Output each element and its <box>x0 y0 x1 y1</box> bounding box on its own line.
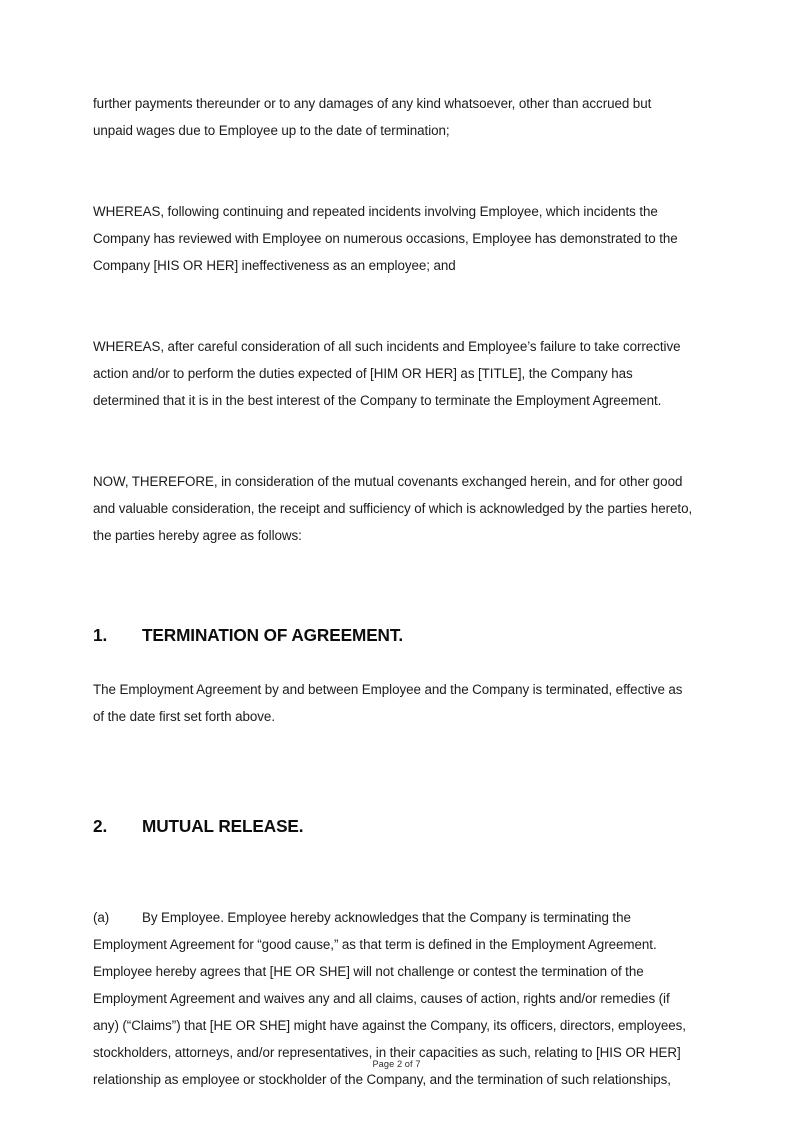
paragraph-whereas-incidents: WHEREAS, following continuing and repeated incidents involving Employee, which incidents the Company has reviewed with Employee on numerous occasions, Employee has demonstrated to the Company [HIS OR HER] ineffectiveness as an employee; and <box>93 204 678 273</box>
page-footer <box>0 1058 793 1070</box>
section-spacer <box>93 576 693 622</box>
paragraph-further-payments: further payments thereunder or to any damages of any kind whatsoever, other than accrued but unpaid wages due to Employee up to the date of termination; <box>93 96 652 138</box>
clause-spacer <box>93 867 693 904</box>
section-1-heading <box>93 622 693 649</box>
paragraph-spacer <box>93 306 693 333</box>
paragraph-whereas-consideration: WHEREAS, after careful consideration of all such incidents and Employee’s failure to take corrective action and/or to perform the duties expected of [HIM OR HER] as [TITLE], the Company has determined that it is in the best interest of the Company to terminate the Employment Agreement. <box>93 339 681 408</box>
section-1-title: TERMINATION OF AGREEMENT. <box>142 625 404 645</box>
clause-2a-marker: (a) <box>93 910 110 925</box>
section-2-heading <box>93 813 693 840</box>
page-number-label: Page 2 of 7 <box>372 1059 421 1069</box>
paragraph-now-therefore: NOW, THEREFORE, in consideration of the mutual covenants exchanged herein, and for other good and valuable consideration, the receipt and sufficiency of which is acknowledged by the parties hereto, the parties hereby agree as follows: <box>93 474 693 543</box>
paragraph-spacer <box>93 441 693 468</box>
section-2-title: MUTUAL RELEASE. <box>142 816 304 836</box>
clause-2a-text: By Employee. Employee hereby acknowledges that the Company is terminating the Employment Agreement for “good cause,” as that term is defined in the Employment Agreement. Employee hereby agrees that [HE OR SHE] will not challenge or contest the termination of the Employment Agreement and waives any and all claims, causes of action, rights and/or remedies (if any) (“Claims”) that [HE OR SHE] might have against the Company, its officers, directors, employees, stockholders, attorneys, and/or representatives, in their capacities as such, relating to [HIS OR HER] relationship as employee or stockholder of the Company, and the termination of such relationships, <box>93 910 686 1087</box>
section-1-body: The Employment Agreement by and between Employee and the Company is terminated, effective as of the date first set forth above. <box>93 682 683 724</box>
section-2-number: 2. <box>93 816 108 836</box>
section-spacer <box>93 757 693 813</box>
paragraph-spacer <box>93 171 693 198</box>
document-body <box>93 90 693 1120</box>
section-1-number: 1. <box>93 625 108 645</box>
